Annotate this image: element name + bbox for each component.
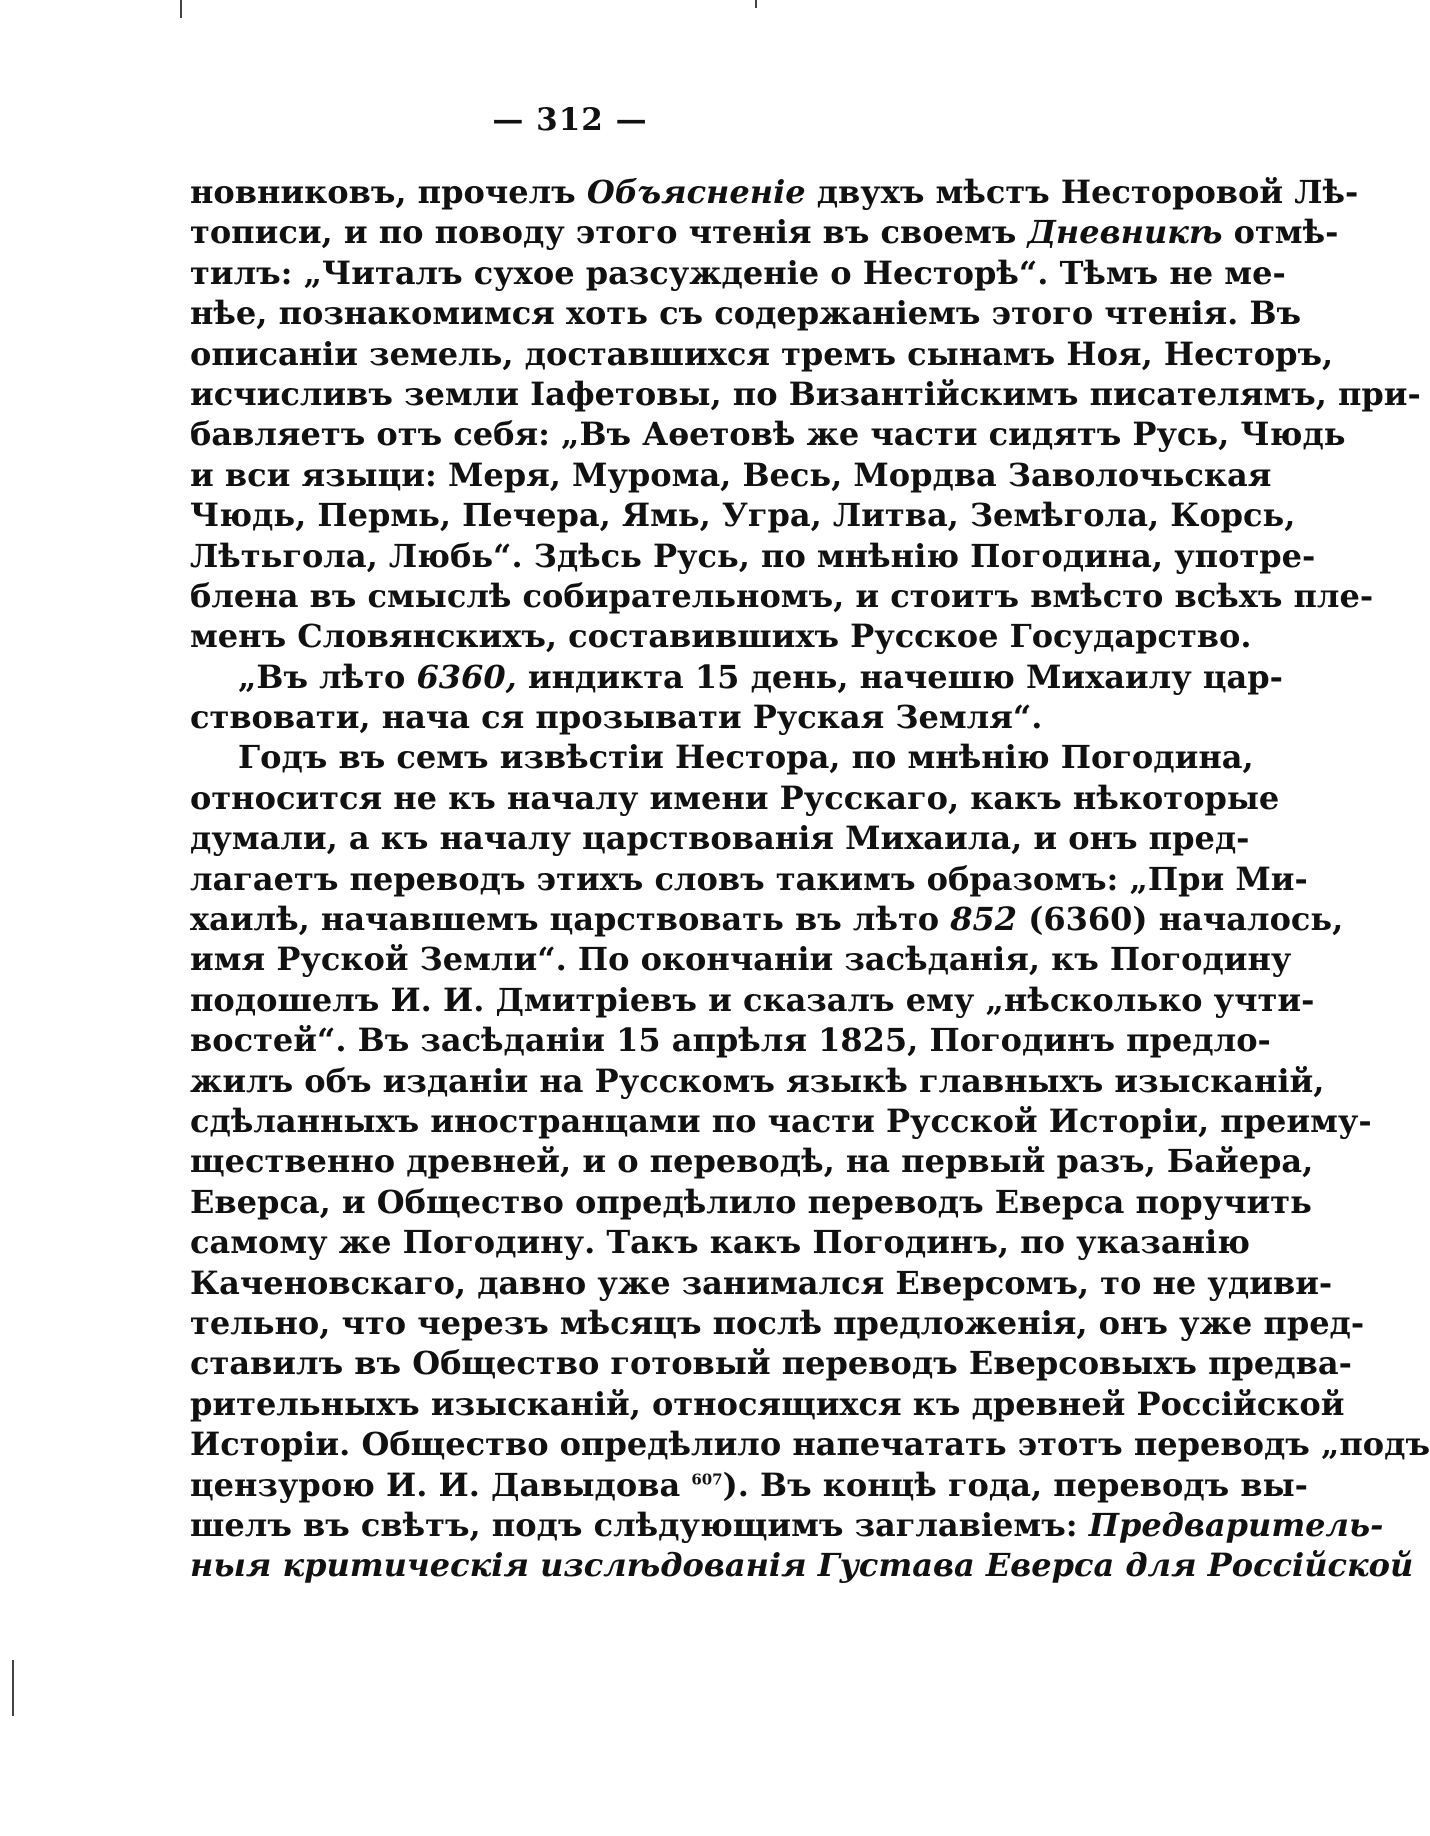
text-line <box>190 495 1296 535</box>
text-line <box>190 1061 1325 1101</box>
text-run: бавляетъ отъ себя: „Въ Аѳетовѣ же части сидятъ Русь, Чюдь <box>190 415 1346 454</box>
text-run: рительныхъ изысканій, относящихся къ древней Россійской <box>190 1384 1345 1423</box>
text-run: цензурою И. И. Давыдова <box>190 1465 692 1504</box>
text-line <box>190 1182 1312 1222</box>
text-run: ствовати, нача ся прозывати Руская Земля“. <box>190 698 1043 737</box>
text-run: описаніи земель, доставшихся тремъ сынамъ Ноя, Несторъ, <box>190 334 1334 373</box>
text-run: (6360) началось, <box>1017 900 1344 939</box>
text-line <box>190 899 1344 939</box>
text-line <box>190 1141 1314 1181</box>
text-run: 852 <box>950 900 1018 939</box>
text-run: Исторіи. Общество опредѣлило напечатать этотъ переводъ „подъ <box>190 1425 1430 1464</box>
text-run: тилъ: „Читалъ сухое разсужденіе о Несторѣ“. Тѣмъ не ме- <box>190 253 1286 292</box>
text-run: новниковъ, прочелъ <box>190 173 587 211</box>
text-run: востей“. Въ засѣданіи 15 апрѣля 1825, Погодинъ предло- <box>190 1021 1271 1060</box>
text-run: 6360, <box>416 657 517 696</box>
text-run: лагаетъ переводъ этихъ словъ такимъ образомъ: „При Ми- <box>190 859 1308 898</box>
text-run: двухъ мѣстъ Несторовой Лѣ- <box>805 173 1359 211</box>
text-line <box>190 1384 1345 1424</box>
text-line <box>190 1424 1430 1464</box>
text-line <box>190 1263 1333 1303</box>
footnote-ref: 607 <box>691 1469 723 1488</box>
text-run: щественно древней, и о переводѣ, на первый разъ, Байера, <box>190 1142 1314 1181</box>
text-line <box>190 1020 1271 1060</box>
text-run: сдѣланныхъ иностранцами по части Русской Исторіи, преиму- <box>190 1101 1372 1140</box>
text-line <box>190 1222 1250 1262</box>
text-run: Дневникѣ <box>1027 213 1223 252</box>
text-line <box>190 1505 1384 1545</box>
text-run: тельно, что черезъ мѣсяцъ послѣ предложенія, онъ уже пред- <box>190 1303 1365 1342</box>
text-line <box>190 939 1292 979</box>
text-run: Еверса, и Общество опредѣлило переводъ Еверса поручить <box>190 1182 1312 1221</box>
text-line <box>190 1465 1308 1505</box>
text-run: подошелъ И. И. Дмитріевъ и сказалъ ему „нѣсколько учти- <box>190 980 1315 1019</box>
text-run: и вси языци: Меря, Мурома, Весь, Мордва Заволочьская <box>190 455 1272 494</box>
text-line <box>190 414 1346 454</box>
text-run: хаилѣ, начавшемъ царствовать въ лѣто <box>190 900 951 939</box>
text-line <box>190 172 1359 212</box>
text-run: Объясненіе <box>586 173 806 211</box>
text-line <box>190 859 1308 899</box>
text-line <box>190 455 1272 495</box>
text-run: блена въ смыслѣ собирательномъ, и стоитъ вмѣсто всѣхъ пле- <box>190 576 1374 615</box>
text-line <box>190 980 1315 1020</box>
text-line <box>190 536 1316 576</box>
text-line <box>190 1343 1352 1383</box>
text-line <box>190 1101 1372 1141</box>
text-run: шелъ въ свѣтъ, подъ слѣдующимъ заглавіемъ: <box>190 1505 1089 1544</box>
text-run: ныя критическія изслѣдованія Густава Еверса для Россійской <box>190 1546 1414 1585</box>
text-run: тописи, и по поводу этого чтенія въ своемъ <box>190 213 1028 252</box>
margin-mark <box>180 0 182 18</box>
text-line <box>190 374 1421 414</box>
text-run: индикта 15 день, начешю Михаилу цар- <box>516 657 1283 696</box>
margin-mark <box>755 0 757 8</box>
text-run: относится не къ началу имени Русскаго, какъ нѣкоторые <box>190 778 1280 817</box>
body-text <box>190 172 1430 1586</box>
text-run: Чюдь, Пермь, Печера, Ямь, Угра, Литва, Земѣгола, Корсь, <box>190 496 1296 535</box>
text-run: „Въ лѣто <box>238 657 417 696</box>
text-line <box>190 737 1254 777</box>
text-line <box>190 576 1374 616</box>
text-line <box>190 253 1286 293</box>
text-run: ). Въ концѣ года, переводъ вы- <box>722 1465 1308 1504</box>
text-run: думали, а къ началу царствованія Михаила, и онъ пред- <box>190 819 1250 858</box>
text-line <box>190 334 1334 374</box>
text-run: исчисливъ земли Іафетовы, по Византійскимъ писателямъ, при- <box>190 374 1421 413</box>
text-run: самому же Погодину. Такъ какъ Погодинъ, по указанію <box>190 1223 1250 1262</box>
text-line <box>190 1303 1365 1343</box>
text-line <box>190 818 1250 858</box>
text-line <box>190 778 1280 818</box>
text-run: нѣе, познакомимся хоть съ содержаніемъ этого чтенія. Въ <box>190 294 1302 333</box>
text-line <box>190 1545 1414 1585</box>
margin-mark <box>12 1660 14 1716</box>
text-run: Лѣтьгола, Любь“. Здѣсь Русь, по мнѣнію Погодина, употре- <box>190 536 1316 575</box>
page-number: — 312 — <box>492 102 648 138</box>
text-run: жилъ объ изданіи на Русскомъ языкѣ главныхъ изысканій, <box>190 1061 1325 1100</box>
text-line <box>190 293 1302 333</box>
text-line <box>190 657 1283 697</box>
text-run: ставилъ въ Общество готовый переводъ Еверсовыхъ предва- <box>190 1344 1352 1383</box>
text-run: имя Руской Земли“. По окончаніи засѣданія, къ Погодину <box>190 940 1292 979</box>
text-run: Годъ въ семъ извѣстіи Нестора, по мнѣнію Погодина, <box>238 738 1254 777</box>
text-run: Каченовскаго, давно уже занимался Еверсомъ, то не удиви- <box>190 1263 1333 1302</box>
text-line <box>190 697 1050 737</box>
text-run: Предваритель- <box>1088 1505 1384 1544</box>
text-line <box>190 212 1339 252</box>
text-run: менъ Словянскихъ, составившихъ Русское Государство. <box>190 617 1252 656</box>
text-line <box>190 616 1252 656</box>
text-run: отмѣ- <box>1222 213 1339 252</box>
